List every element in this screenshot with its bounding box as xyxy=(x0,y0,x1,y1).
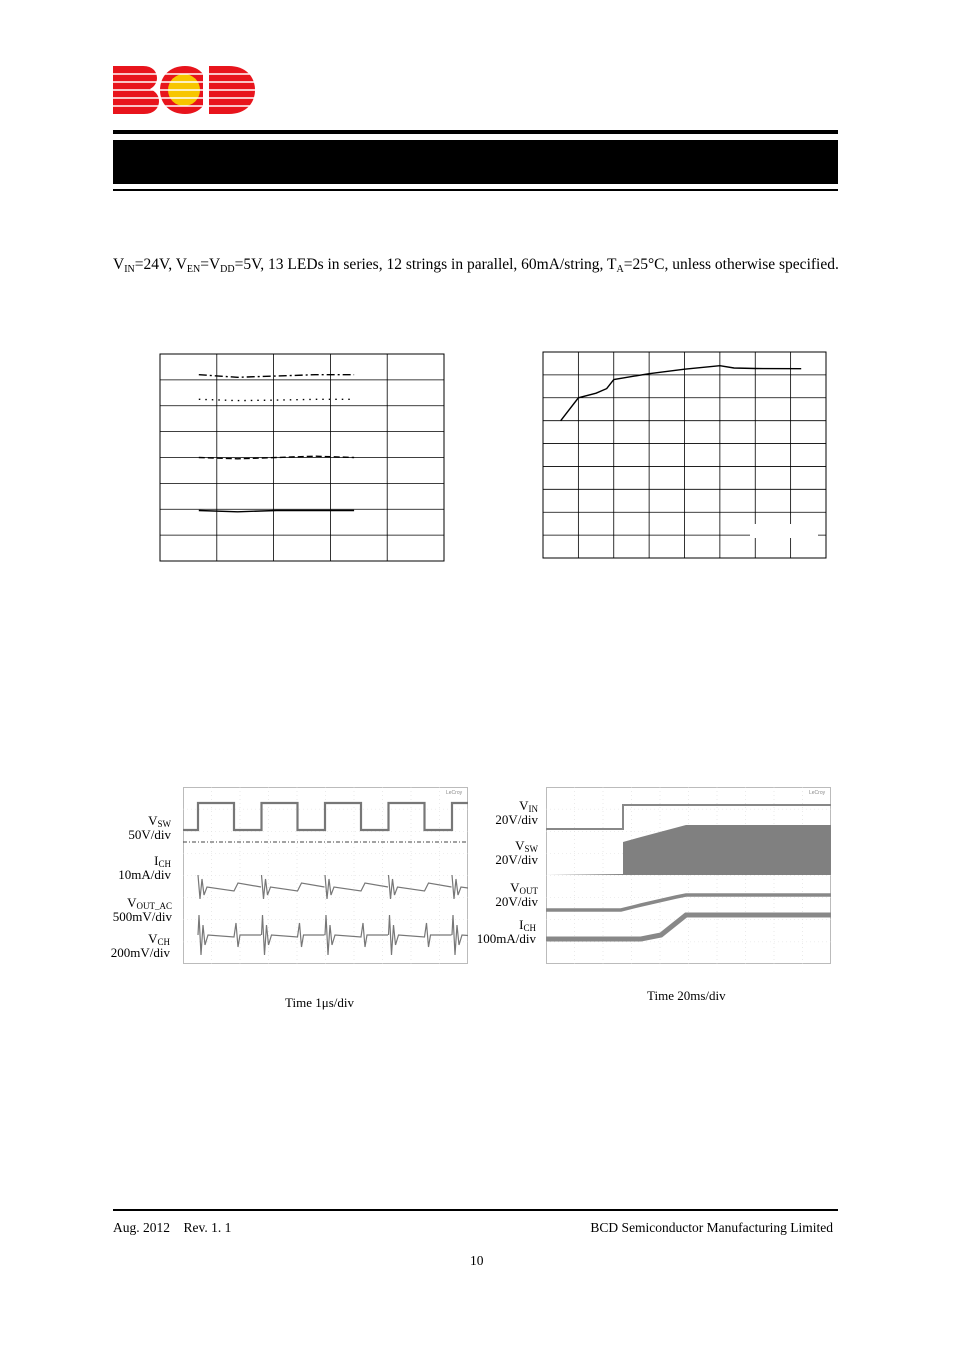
footer-rule xyxy=(113,1209,838,1211)
scope1-label-vsw: $V_{SW}$ 50V/div xyxy=(128,813,171,842)
scope1-label-vout-ac: $V_{OUT\_AC}$ 500mV/div xyxy=(112,895,172,924)
characteristic-charts xyxy=(0,0,954,600)
test-conditions: $V_{IN}=24V$, $V_{EN}=V_{DD}=5V$, 13 LEDs in series, 12 strings in parallel, 60mA/string, $T_A=25^\circ C$, unless otherwise specified. xyxy=(113,256,839,275)
scope1-label-ich: $I_{CH}$ 10mA/div xyxy=(118,853,171,882)
scope-startup-waveform xyxy=(546,787,831,964)
scope2-label-ich: $I_{CH}$ 100mA/div xyxy=(476,917,536,946)
chart1-series-4 xyxy=(199,511,354,512)
scope1-brand: LeCroy xyxy=(446,790,463,796)
scope-switching-waveform xyxy=(183,787,468,964)
footer-date-rev: Aug. 2012 Rev. 1. 1 xyxy=(113,1220,232,1235)
scope2-label-vin: $V_{IN}$ 20V/div xyxy=(495,798,538,827)
chart1-series-2 xyxy=(199,399,354,400)
scope1-label-vch: $V_{CH}$ 200mV/div xyxy=(110,931,170,960)
scope2-brand: LeCroy xyxy=(809,790,826,796)
chart1-series-1 xyxy=(199,375,354,378)
chart2-legend-box xyxy=(750,524,818,538)
page-number: 10 xyxy=(470,1253,484,1268)
scope2-time-caption: Time 20ms/div xyxy=(647,988,726,1003)
chart2-series-1 xyxy=(561,366,802,421)
footer-company: BCD Semiconductor Manufacturing Limited xyxy=(590,1220,833,1235)
scope2-label-vout: $V_{OUT}$ 20V/div xyxy=(495,880,538,909)
scope1-time-caption: Time 1μs/div xyxy=(285,995,355,1010)
scope2-label-vsw: $V_{SW}$ 20V/div xyxy=(495,838,538,867)
